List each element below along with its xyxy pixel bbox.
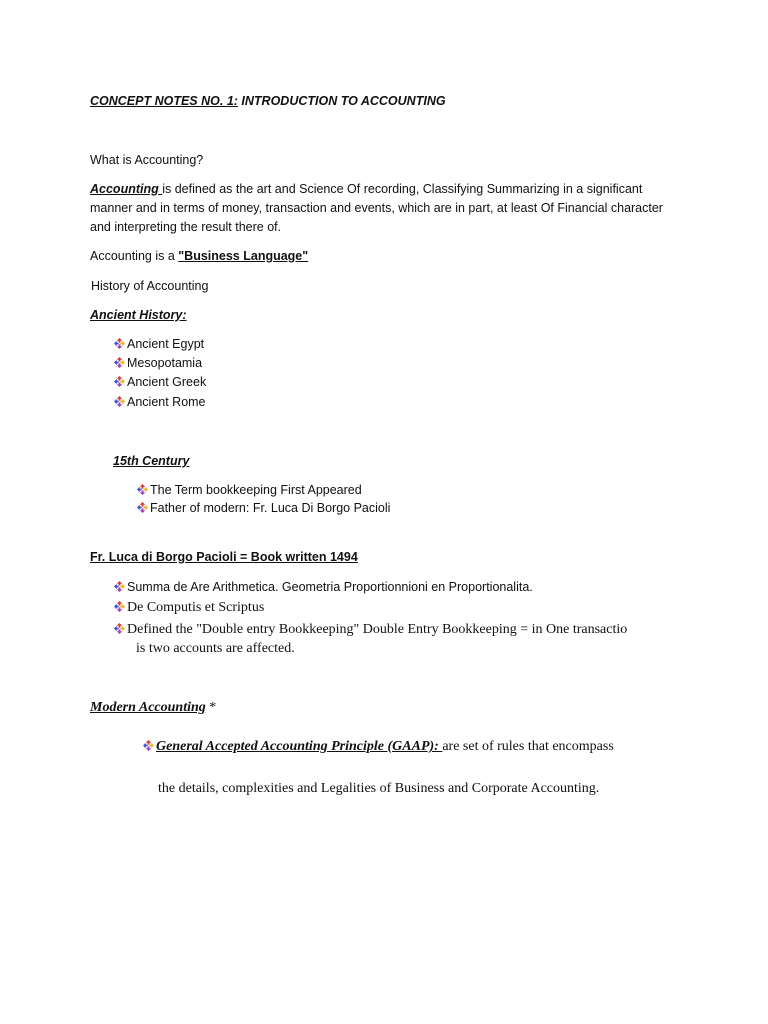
pacioli-heading: Fr. Luca di Borgo Pacioli = Book written 1494 <box>90 550 358 564</box>
list-item: Summa de Are Arithmetica. Geometria Proportionnioni en Proportionalita. <box>114 580 533 595</box>
arrow-bullet-icon <box>114 376 125 387</box>
history-heading: History of Accounting <box>91 279 209 293</box>
definition-line3: and interpreting the result there of. <box>90 220 282 234</box>
question-heading: What is Accounting? <box>90 153 204 167</box>
list-item-continuation: is two accounts are affected. <box>136 641 295 656</box>
list-item <box>143 738 614 755</box>
list-item: Defined the "Double entry Bookkeeping" Double Entry Bookkeeping = in One transactio <box>114 621 627 638</box>
definition-line2: manner and in terms of money, transaction and events, which are in part, at least Of Financial character <box>90 201 663 215</box>
modern-accounting-heading: Modern Accounting <box>90 700 206 715</box>
arrow-bullet-icon <box>114 396 125 407</box>
arrow-bullet-icon <box>114 623 125 634</box>
list-item-continuation: the details, complexities and Legalities of Business and Corporate Accounting. <box>158 781 600 796</box>
gaap-text: are set of rules that encompass <box>442 739 614 754</box>
arrow-bullet-icon <box>114 338 125 349</box>
definition-term: Accounting <box>90 182 163 196</box>
modern-accounting-heading-line <box>90 699 216 716</box>
list-item: Mesopotamia <box>114 356 202 371</box>
modern-asterisk: * <box>205 700 217 715</box>
list-item: De Computis et Scriptus <box>114 599 264 616</box>
title-rest: INTRODUCTION TO ACCOUNTING <box>237 94 446 108</box>
business-language-emphasis: "Business Language" <box>178 249 309 263</box>
arrow-bullet-icon <box>114 601 125 612</box>
arrow-bullet-icon <box>137 502 148 513</box>
gaap-term: General Accepted Accounting Principle (GAAP): <box>156 739 443 754</box>
business-language-line <box>90 249 308 264</box>
arrow-bullet-icon <box>114 357 125 368</box>
ancient-history-heading: Ancient History: <box>90 308 187 322</box>
definition-paragraph <box>90 180 690 237</box>
list-item: Ancient Egypt <box>114 337 204 352</box>
list-item: The Term bookkeeping First Appeared <box>137 483 362 498</box>
list-item: Ancient Greek <box>114 375 206 390</box>
fifteenth-century-heading: 15th Century <box>113 454 190 468</box>
business-language-prefix: Accounting is a <box>90 249 179 263</box>
list-item: Ancient Rome <box>114 395 206 410</box>
page-title <box>90 94 446 109</box>
arrow-bullet-icon <box>114 581 125 592</box>
title-prefix: CONCEPT NOTES NO. 1: <box>90 94 238 108</box>
arrow-bullet-icon <box>143 740 154 751</box>
arrow-bullet-icon <box>137 484 148 495</box>
list-item: Father of modern: Fr. Luca Di Borgo Pacioli <box>137 501 390 516</box>
definition-line1: is defined as the art and Science Of recording, Classifying Summarizing in a significant <box>162 182 643 196</box>
